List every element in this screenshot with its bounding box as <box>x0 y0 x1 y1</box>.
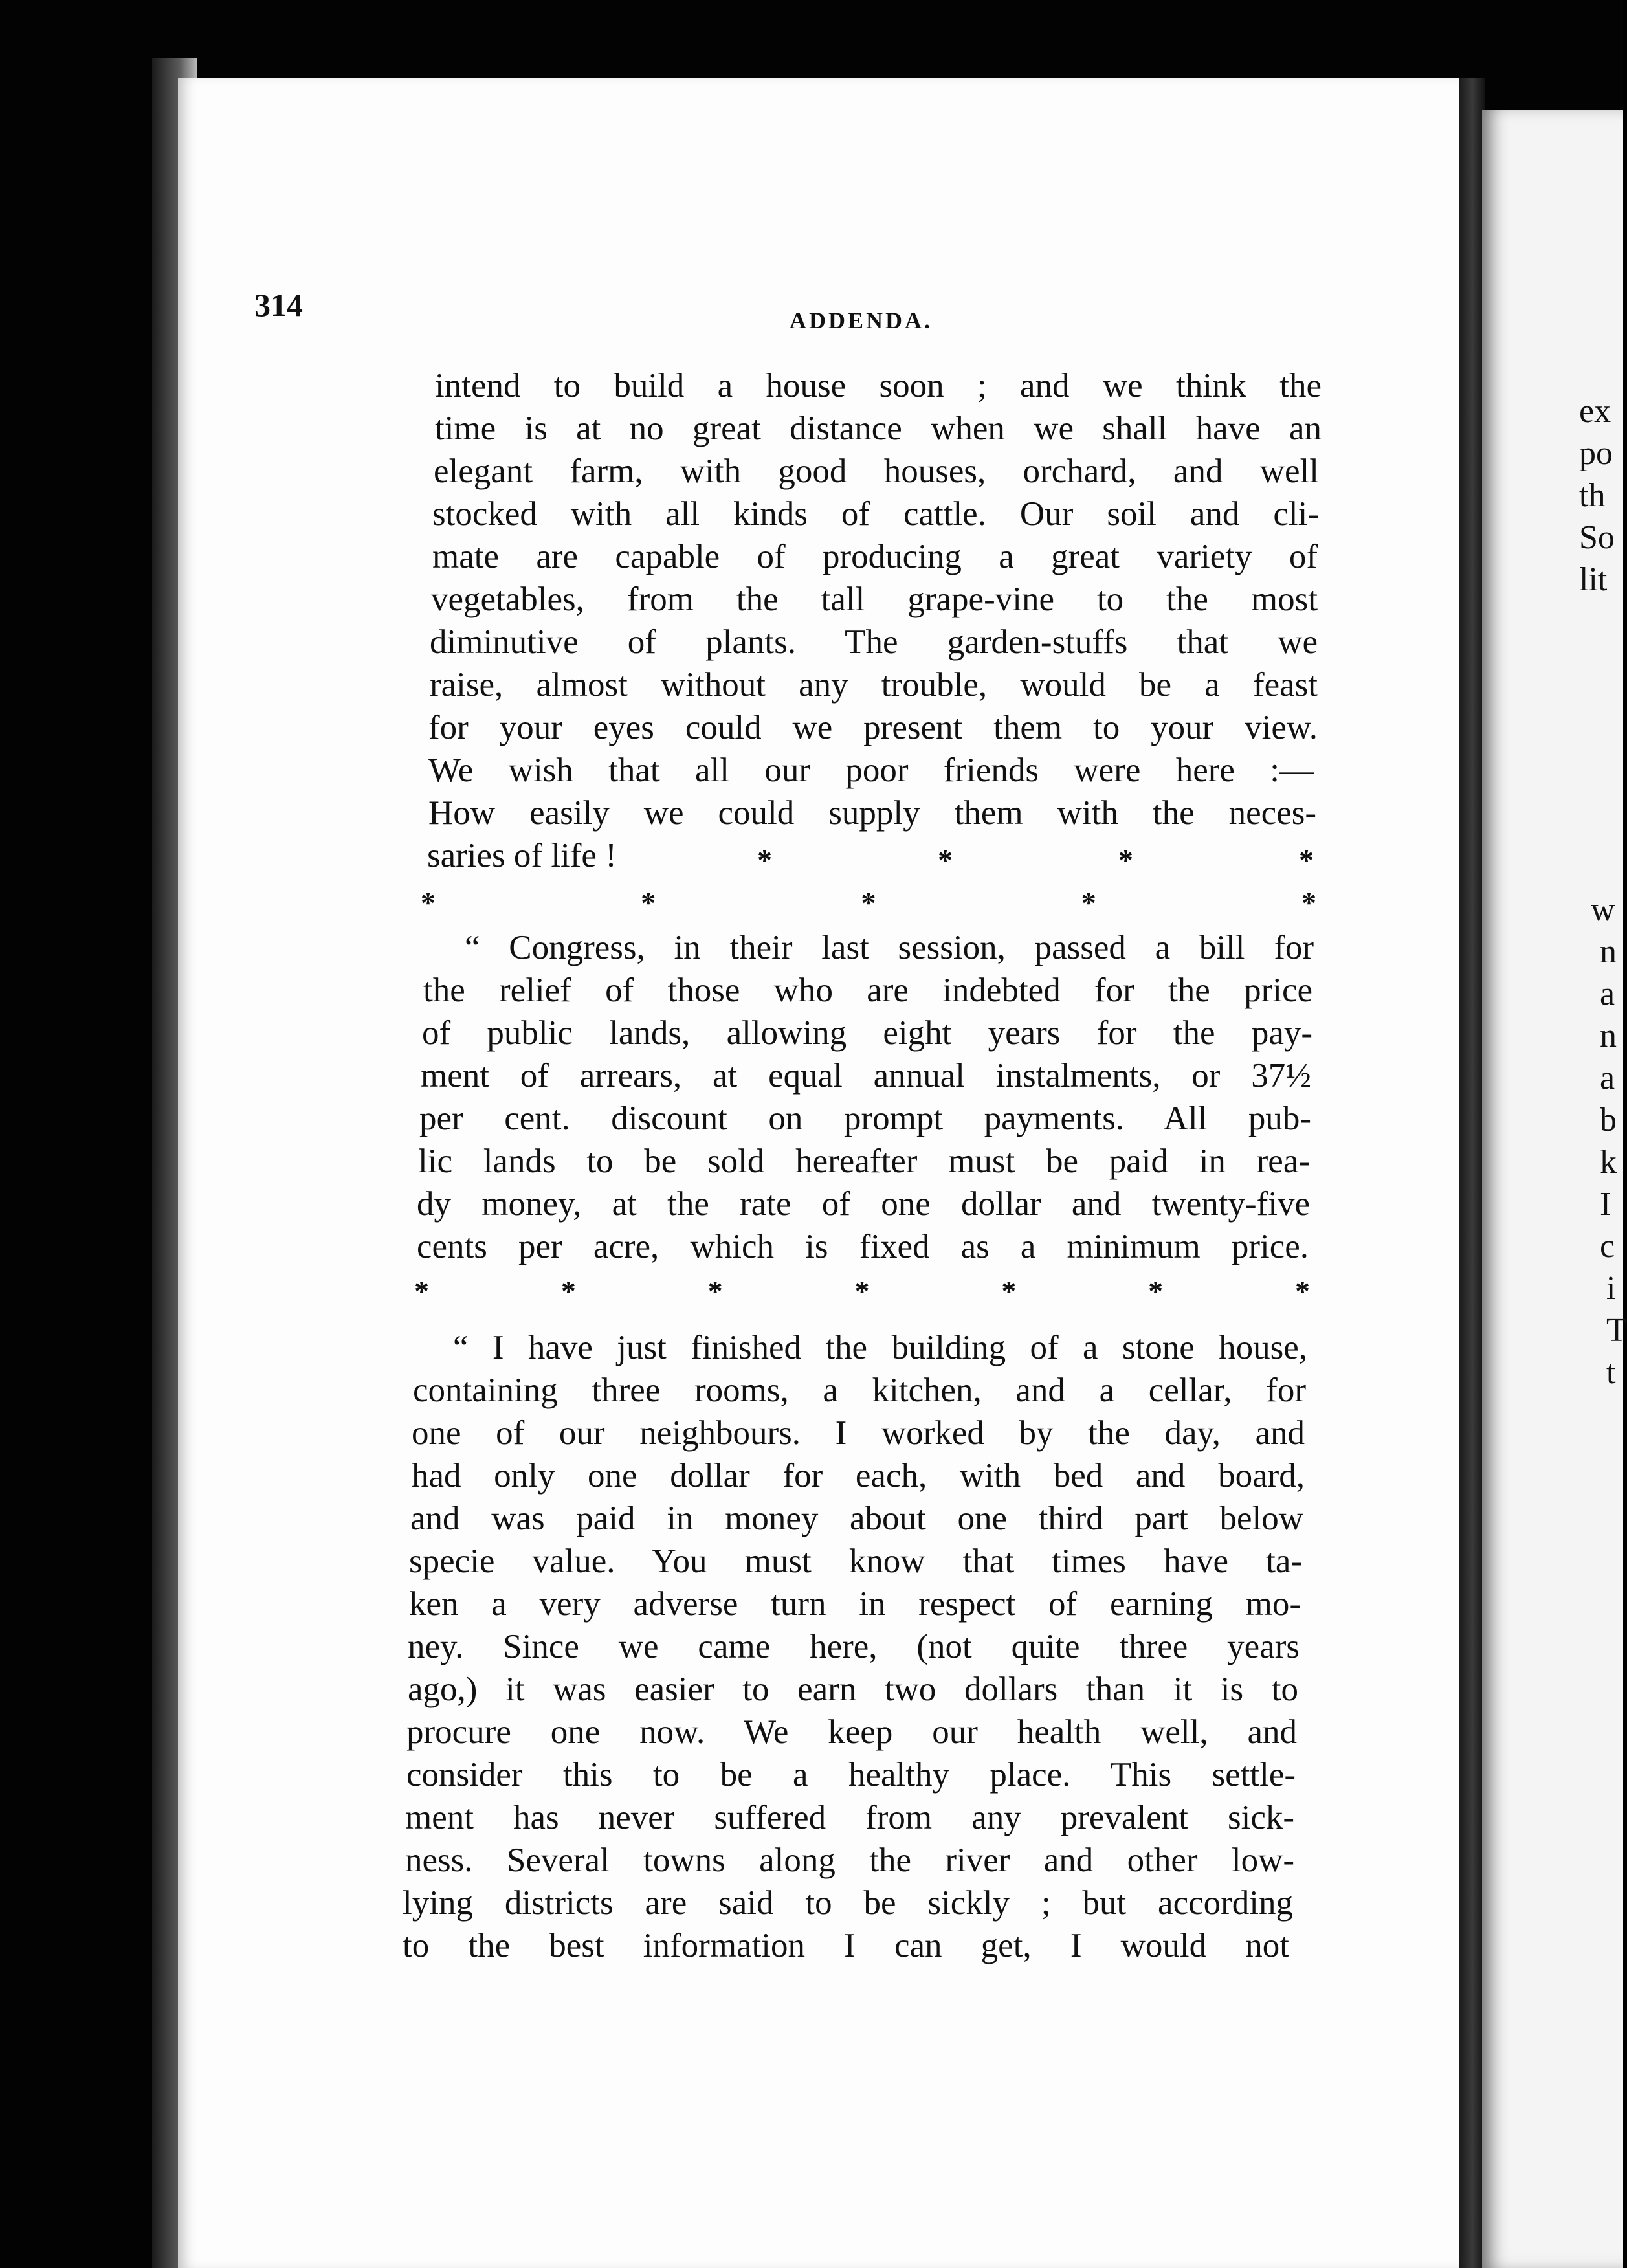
facing-text-fragment: So <box>1579 519 1615 556</box>
text-line: mate are capable of producing a great variety of <box>432 538 1318 575</box>
text-line: We wish that all our poor friends were here :— <box>428 751 1314 789</box>
text-line: “ I have just finished the building of a stone house, <box>453 1329 1307 1366</box>
text-line: lic lands to be sold hereafter must be paid in rea- <box>418 1142 1310 1180</box>
text-line: had only one dollar for each, with bed and board, <box>412 1457 1305 1495</box>
text-line: per cent. discount on prompt payments. All pub- <box>419 1100 1311 1137</box>
asterisk: * <box>1299 843 1314 876</box>
page-number: 314 <box>254 287 303 323</box>
asterisk: * <box>560 1274 576 1307</box>
text-line: dy money, at the rate of one dollar and twenty-five <box>417 1185 1310 1223</box>
text-line: raise, almost without any trouble, would be a feast <box>430 666 1318 704</box>
facing-text-fragment: lit <box>1579 561 1608 598</box>
asterisk: * <box>1148 1274 1164 1307</box>
asterisk: * <box>861 886 876 919</box>
text-line: containing three rooms, a kitchen, and a cellar, for <box>413 1372 1306 1409</box>
facing-text-fragment: c <box>1600 1228 1615 1265</box>
facing-text-fragment: w <box>1591 891 1615 928</box>
facing-page <box>1482 110 1627 2268</box>
text-line: to the best information I can get, I would not <box>403 1927 1289 1964</box>
facing-text-fragment: n <box>1600 933 1617 970</box>
text-line: saries of life ! <box>427 837 617 874</box>
book-gutter <box>1459 78 1485 2268</box>
asterisk: * <box>757 843 772 876</box>
text-line: one of our neighbours. I worked by the day, and <box>412 1414 1305 1452</box>
asterisk: * <box>1081 886 1096 919</box>
text-line: How easily we could supply them with the neces- <box>428 794 1316 832</box>
facing-text-fragment: I <box>1600 1186 1611 1223</box>
text-line: ken a very adverse turn in respect of earning mo- <box>409 1585 1301 1623</box>
running-head-title: ADDENDA. <box>790 307 933 333</box>
facing-text-fragment: po <box>1579 435 1613 472</box>
text-line: ment of arrears, at equal annual instalments, or 37½ <box>421 1057 1311 1095</box>
asterisk: * <box>938 843 953 876</box>
asterisk: * <box>641 886 656 919</box>
facing-text-fragment: th <box>1579 477 1606 514</box>
text-line: time is at no great distance when we shall have an <box>435 410 1322 447</box>
text-line: stocked with all kinds of cattle. Our soil and cli- <box>432 495 1319 533</box>
asterisk: * <box>1294 1274 1310 1307</box>
text-line: vegetables, from the tall grape-vine to the most <box>431 581 1318 618</box>
text-line: specie value. You must know that times have ta- <box>409 1542 1302 1580</box>
text-line: ment has never suffered from any prevalent sick- <box>405 1799 1294 1836</box>
text-line: cents per acre, which is fixed as a minimum price. <box>417 1228 1309 1265</box>
facing-text-fragment: k <box>1600 1144 1617 1181</box>
text-line: intend to build a house soon ; and we think the <box>435 367 1322 405</box>
facing-text-fragment: a <box>1600 975 1615 1012</box>
text-line: ago,) it was easier to earn two dollars than it is to <box>408 1671 1298 1708</box>
facing-text-fragment: a <box>1600 1060 1615 1096</box>
facing-text-fragment: t <box>1606 1354 1616 1391</box>
text-line: lying districts are said to be sickly ; but according <box>403 1884 1293 1922</box>
asterisk-separator <box>757 845 1314 884</box>
asterisk: * <box>854 1274 870 1307</box>
asterisk-separator <box>421 888 1316 927</box>
asterisk: * <box>1301 886 1316 919</box>
text-line: the relief of those who are indebted for the price <box>423 972 1312 1009</box>
facing-text-fragment: b <box>1600 1102 1617 1139</box>
text-line: and was paid in money about one third part below <box>410 1500 1303 1537</box>
asterisk: * <box>1118 843 1133 876</box>
text-line: procure one now. We keep our health well, and <box>406 1713 1297 1751</box>
facing-text-fragment: n <box>1600 1017 1617 1054</box>
facing-text-fragment: i <box>1606 1270 1616 1307</box>
facing-text-fragment: T <box>1606 1312 1627 1349</box>
asterisk: * <box>707 1274 723 1307</box>
text-line: for your eyes could we present them to your view. <box>428 709 1318 746</box>
asterisk: * <box>421 886 436 919</box>
text-line: “ Congress, in their last session, passed a bill for <box>465 929 1314 966</box>
asterisk: * <box>414 1274 429 1307</box>
text-line: consider this to be a healthy place. This settle- <box>406 1756 1296 1794</box>
asterisk: * <box>1001 1274 1017 1307</box>
text-line: of public lands, allowing eight years for the pay- <box>422 1014 1312 1052</box>
facing-text-fragment: ex <box>1579 393 1611 430</box>
text-line: ness. Several towns along the river and other low- <box>405 1841 1294 1879</box>
text-line: elegant farm, with good houses, orchard, and well <box>434 452 1319 490</box>
text-line: diminutive of plants. The garden-stuffs that we <box>430 623 1318 661</box>
text-line: ney. Since we came here, (not quite three years <box>408 1628 1300 1665</box>
asterisk-separator <box>414 1276 1310 1315</box>
